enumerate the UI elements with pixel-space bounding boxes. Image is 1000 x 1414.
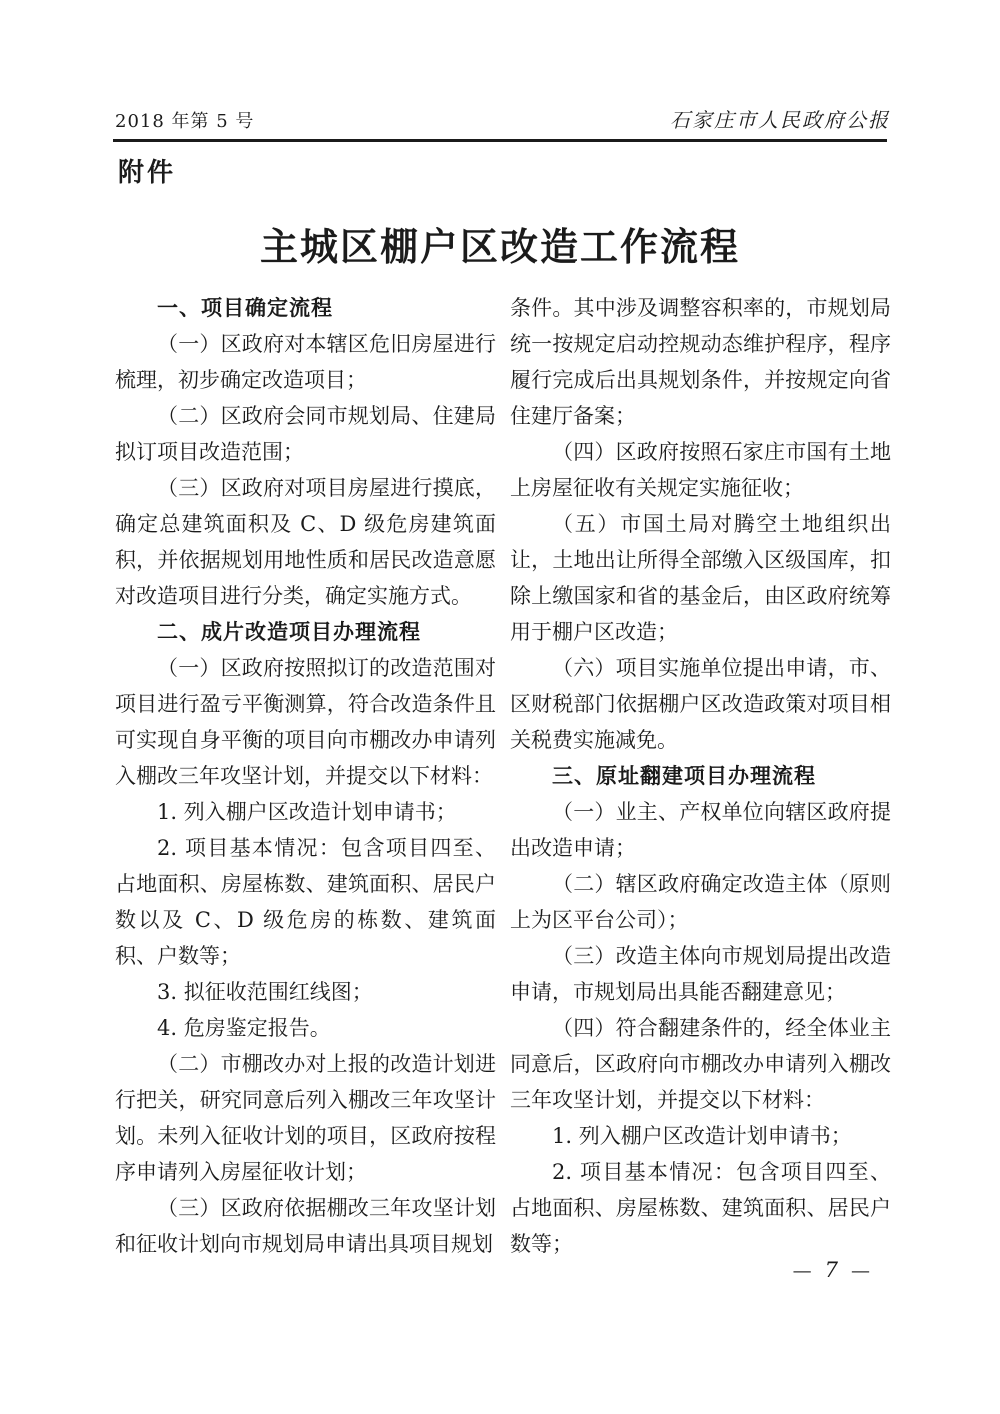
left-column	[115, 290, 496, 1262]
page-number-dash-right: —	[851, 1260, 870, 1282]
paragraph: （四）区政府按照石家庄市国有土地上房屋征收有关规定实施征收；	[510, 440, 891, 500]
page-number: 7	[824, 1258, 838, 1282]
page-masthead	[115, 104, 890, 133]
paragraph: （三）区政府对项目房屋进行摸底，确定总建筑面积及 C、D 级危房建筑面积，并依据规划用地性质和居民改造意愿对改造项目进行分类，确定实施方式。	[115, 476, 496, 608]
document-title: 主城区棚户区改造工作流程	[259, 224, 740, 269]
publication-name: 石家庄市人民政府公报	[670, 108, 890, 132]
paragraph: （二）区政府会同市规划局、住建局拟订项目改造范围；	[115, 404, 496, 464]
paragraph: （三）区政府依据棚改三年攻坚计划和征收计划向市规划局申请出具项目规划	[115, 1196, 496, 1256]
section-heading: 一、项目确定流程	[157, 296, 333, 320]
paragraph: （一）区政府对本辖区危旧房屋进行梳理，初步确定改造项目；	[115, 332, 496, 392]
paragraph: （二）市棚改办对上报的改造计划进行把关，研究同意后列入棚改三年攻坚计划。未列入征收计划的项目，区政府按程序申请列入房屋征收计划；	[115, 1052, 496, 1184]
page-number-dash-left: —	[792, 1260, 812, 1282]
paragraph: 4. 危房鉴定报告。	[157, 1016, 331, 1040]
paragraph: （一）业主、产权单位向辖区政府提出改造申请；	[510, 800, 891, 860]
right-column	[510, 290, 891, 1262]
paragraph: 2. 项目基本情况：包含项目四至、占地面积、房屋栋数、建筑面积、居民户数等；	[510, 1160, 891, 1256]
attachment-label: 附件	[118, 158, 177, 188]
two-column-body	[115, 290, 891, 1262]
paragraph: 1. 列入棚户区改造计划申请书；	[157, 800, 457, 824]
paragraph: 2. 项目基本情况：包含项目四至、占地面积、房屋栋数、建筑面积、居民户数以及 C、D 级危房的栋数、建筑面积、户数等；	[115, 836, 496, 968]
paragraph: （六）项目实施单位提出申请，市、区财税部门依据棚户区改造政策对项目相关税费实施减免。	[510, 656, 891, 752]
paragraph: （四）符合翻建条件的，经全体业主同意后，区政府向市棚改办申请列入棚改三年攻坚计划，并提交以下材料：	[510, 1016, 891, 1112]
section-heading: 三、原址翻建项目办理流程	[552, 764, 816, 788]
paragraph: （五）市国土局对腾空土地组织出让，土地出让所得全部缴入区级国库，扣除上缴国家和省的基金后，由区政府统筹用于棚户区改造；	[510, 512, 891, 644]
paragraph: （三）改造主体向市规划局提出改造申请，市规划局出具能否翻建意见；	[510, 944, 891, 1004]
page-footer	[793, 1258, 870, 1282]
paragraph: 1. 列入棚户区改造计划申请书；	[552, 1124, 852, 1148]
masthead-rule	[113, 139, 887, 142]
paragraph: （一）区政府按照拟订的改造范围对项目进行盈亏平衡测算，符合改造条件且可实现自身平衡的项目向市棚改办申请列入棚改三年攻坚计划，并提交以下材料：	[115, 656, 496, 788]
issue-number: 2018 年第 5 号	[115, 111, 255, 132]
paragraph: 3. 拟征收范围红线图；	[157, 980, 373, 1004]
paragraph: 条件。其中涉及调整容积率的，市规划局统一按规定启动控规动态维护程序，程序履行完成后出具规划条件，并按规定向省住建厅备案；	[510, 296, 891, 428]
paragraph: （二）辖区政府确定改造主体（原则上为区平台公司）；	[510, 872, 891, 932]
section-heading: 二、成片改造项目办理流程	[157, 620, 421, 644]
